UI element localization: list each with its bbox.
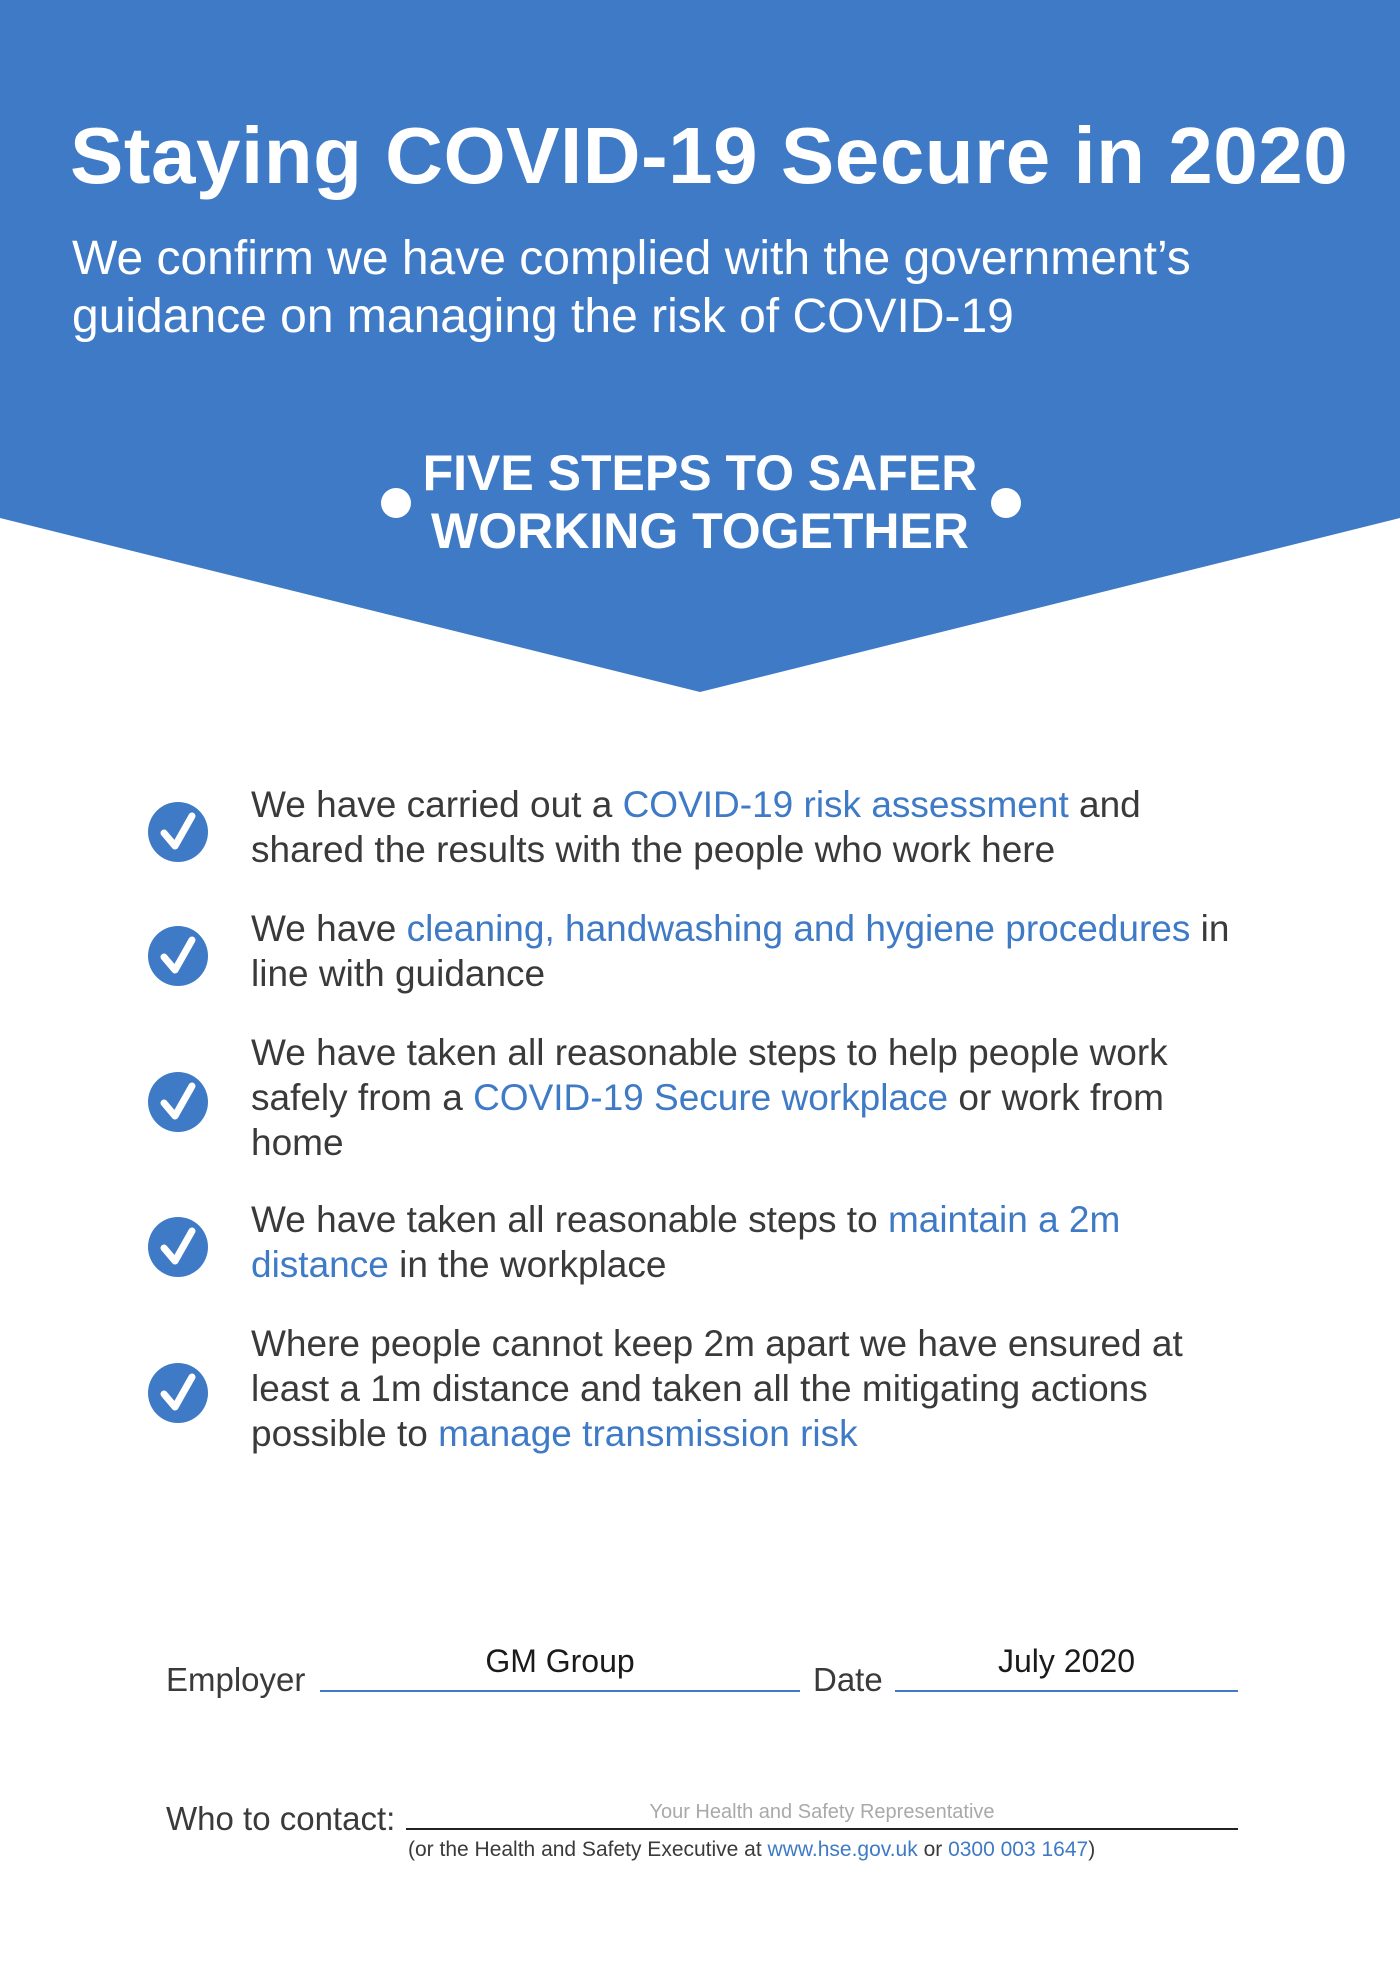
step-text: We have taken all reasonable steps to maintain a 2m distance in the workplace [251, 1199, 1121, 1285]
hse-footnote: (or the Health and Safety Executive at www.hse.gov.uk or 0300 003 1647) [408, 1838, 1096, 1861]
step-link[interactable]: COVID-19 risk assessment [622, 784, 1069, 825]
step-link[interactable]: cleaning, handwashing and hygiene procedures [406, 908, 1191, 949]
hse-website-link[interactable]: www.hse.gov.uk [767, 1838, 918, 1861]
step-text: We have carried out a COVID-19 risk assessment and shared the results with the people who work here [251, 784, 1141, 870]
contact-underline [406, 1828, 1238, 1830]
date-field[interactable]: July 2020 [998, 1643, 1135, 1679]
step-link[interactable]: manage transmission risk [438, 1413, 858, 1454]
five-steps-line-2: WORKING TOGETHER [431, 503, 969, 559]
header-banner [0, 0, 1400, 700]
five-steps-heading [0, 444, 1400, 560]
hse-phone-link[interactable]: 0300 003 1647 [948, 1838, 1089, 1861]
contact-field[interactable]: Your Health and Safety Representative [649, 1801, 995, 1823]
check-circle-icon [148, 926, 208, 986]
employer-label: Employer [166, 1661, 306, 1698]
date-underline [895, 1690, 1238, 1692]
date-label: Date [813, 1661, 883, 1698]
employer-underline [320, 1690, 800, 1692]
contact-label: Who to contact: [166, 1800, 396, 1837]
step-text: Where people cannot keep 2m apart we have ensured at least a 1m distance and taken all the mitigating actions possible to manage transmission risk [251, 1323, 1183, 1454]
check-circle-icon [148, 802, 208, 862]
page-subtitle: We confirm we have complied with the government’s guidance on managing the risk of COVID-19 [72, 232, 1191, 343]
step-text: We have taken all reasonable steps to help people work safely from a COVID-19 Secure workplace or work from home [251, 1032, 1168, 1163]
step-text: We have cleaning, handwashing and hygiene procedures in line with guidance [251, 908, 1230, 994]
step-link[interactable]: COVID-19 Secure workplace [473, 1077, 949, 1118]
step-link[interactable]: maintain a 2m distance [251, 1199, 1121, 1285]
check-circle-icon [148, 1363, 208, 1423]
five-steps-line-1: FIVE STEPS TO SAFER [422, 445, 978, 501]
check-circle-icon [148, 1217, 208, 1277]
banner-background [0, 0, 1400, 700]
employer-field[interactable]: GM Group [485, 1643, 635, 1679]
page-title: Staying COVID-19 Secure in 2020 [70, 111, 1349, 200]
check-circle-icon [148, 1072, 208, 1132]
